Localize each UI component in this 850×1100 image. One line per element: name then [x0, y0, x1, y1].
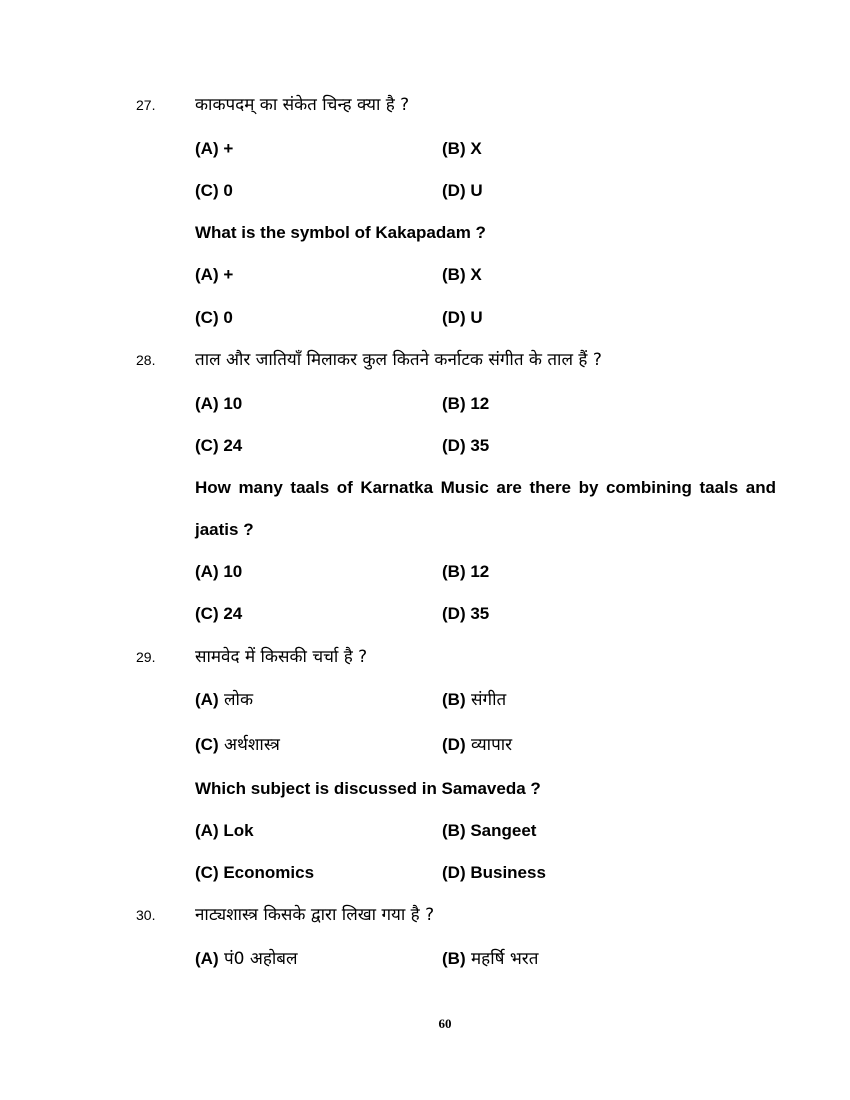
option-c: (C) 24 [195, 436, 243, 455]
option-a: (A) 10 [195, 394, 243, 413]
question-text-hindi: काकपदम् का संकेत चिन्ह क्या है ? [195, 95, 410, 115]
option-a: (A) + [195, 139, 234, 158]
options-row [0, 134, 850, 164]
option-d: (D) U [442, 308, 483, 327]
question-30-hindi-row [0, 900, 850, 930]
question-28-hindi-row [0, 345, 850, 375]
option-b: (B) X [442, 139, 482, 158]
question-number: 30. [136, 907, 156, 923]
options-row [0, 730, 850, 760]
options-row [0, 816, 850, 846]
question-number: 27. [136, 97, 156, 113]
options-row [0, 260, 850, 290]
question-27-english-row [0, 218, 850, 248]
option-a: (A) Lok [195, 821, 254, 840]
option-d: (D) 35 [442, 436, 490, 455]
options-row [0, 176, 850, 206]
question-28-english-row [0, 473, 850, 503]
option-a: (A) + [195, 265, 234, 284]
options-row [0, 685, 850, 715]
options-row [0, 599, 850, 629]
question-28-english-row-2 [0, 515, 850, 545]
options-row [0, 303, 850, 333]
option-b: (B) X [442, 265, 482, 284]
option-d: (D) U [442, 181, 483, 200]
question-text-english: What is the symbol of Kakapadam ? [195, 223, 486, 242]
option-c: (C) 0 [195, 181, 233, 200]
question-text-hindi: नाट्यशास्त्र किसके द्वारा लिखा गया है ? [195, 905, 435, 925]
question-27-hindi-row [0, 90, 850, 120]
option-b: (B) 12 [442, 562, 490, 581]
option-b: (B) संगीत [442, 690, 507, 710]
question-number: 29. [136, 649, 156, 665]
option-a: (A) 10 [195, 562, 243, 581]
option-d: (D) Business [442, 863, 546, 882]
option-d: (D) 35 [442, 604, 490, 623]
page-number: 60 [438, 1016, 452, 1031]
option-c: (C) 24 [195, 604, 243, 623]
option-a: (A) लोक [195, 690, 253, 710]
option-c: (C) अर्थशास्त्र [195, 735, 280, 755]
options-row [0, 389, 850, 419]
question-29-english-row [0, 774, 850, 804]
question-text-hindi: ताल और जातियाँ मिलाकर कुल कितने कर्नाटक संगीत के ताल हैं ? [195, 350, 602, 370]
options-row [0, 858, 850, 888]
option-c: (C) Economics [195, 863, 315, 882]
option-a: (A) पं0 अहोबल [195, 949, 298, 969]
option-b: (B) Sangeet [442, 821, 537, 840]
question-text-hindi: सामवेद में किसकी चर्चा है ? [195, 647, 368, 667]
question-text-english: How many taals of Karnatka Music are there by combining taals and [195, 478, 776, 497]
option-b: (B) महर्षि भरत [442, 949, 539, 969]
options-row [0, 431, 850, 461]
option-b: (B) 12 [442, 394, 490, 413]
options-row [0, 944, 850, 974]
option-c: (C) 0 [195, 308, 233, 327]
options-row [0, 557, 850, 587]
question-29-hindi-row [0, 642, 850, 672]
question-text-english: Which subject is discussed in Samaveda ? [195, 779, 541, 798]
option-d: (D) व्यापार [442, 735, 513, 755]
question-text-english-continued: jaatis ? [195, 520, 254, 539]
question-number: 28. [136, 352, 156, 368]
